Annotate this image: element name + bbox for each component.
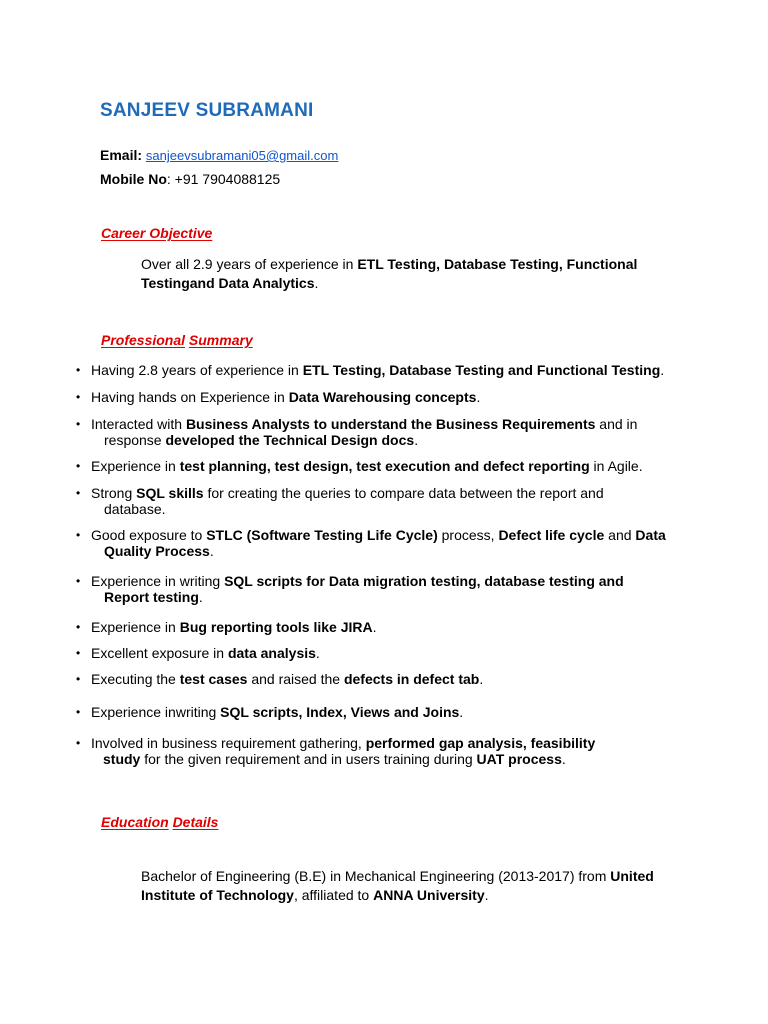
professional-summary-heading: Professional Summary: [101, 332, 253, 348]
email-link[interactable]: sanjeevsubramani05@gmail.com: [145, 148, 339, 163]
career-objective-text: Over all 2.9 years of experience in ETL Testing, Database Testing, Functional Testingand Data Analytics.: [141, 256, 638, 291]
bullet-icon: •: [76, 646, 81, 660]
bullet-icon: •: [76, 363, 81, 377]
bullet-icon: •: [76, 620, 81, 634]
bullet-icon: •: [76, 417, 81, 431]
bullet-icon: •: [76, 736, 81, 750]
bullet-icon: •: [76, 486, 81, 500]
mobile-number: : +91 7904088125: [166, 171, 281, 187]
candidate-name: SANJEEV SUBRAMANI: [100, 100, 314, 121]
bullet-icon: •: [76, 672, 81, 686]
bullet-icon: •: [76, 574, 81, 588]
bullet-icon: •: [76, 528, 81, 542]
email-label: Email:: [100, 147, 143, 163]
mobile-line: [100, 170, 280, 188]
education-heading: Education Details: [101, 814, 219, 830]
bullet-icon: •: [76, 390, 81, 404]
education-text: Bachelor of Engineering (B.E) in Mechanical Engineering (2013-2017) from United Institute of Technology, affiliated to ANNA University.: [141, 868, 654, 903]
career-objective-heading: Career Objective: [101, 225, 213, 241]
bullet-icon: •: [76, 705, 81, 719]
email-line: [100, 146, 338, 165]
mobile-label: Mobile No: [100, 171, 167, 187]
bullet-icon: •: [76, 459, 81, 473]
